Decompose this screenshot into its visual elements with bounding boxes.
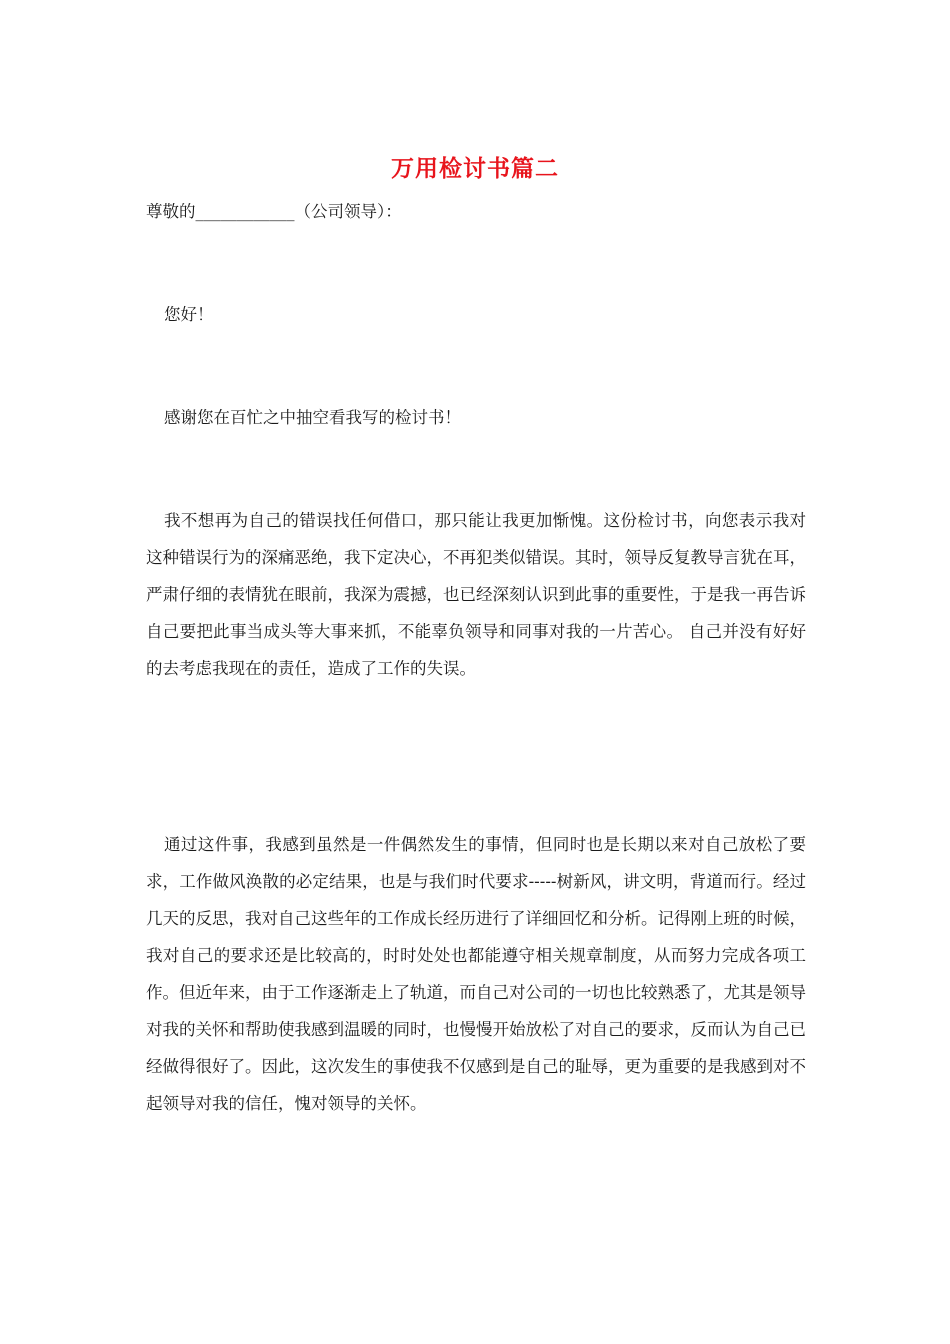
body-paragraph-1: 我不想再为自己的错误找任何借口，那只能让我更加惭愧。这份检讨书，向您表示我对这种错误行为的深痛恶绝，我下定决心，不再犯类似错误。其时，领导反复教导言犹在耳，严肃仔细的表情犹在眼前，我深为震撼，也已经深刻认识到此事的重要性，于是我一再告诉自己要把此事当成头等大事来抓，不能辜负领导和同事对我的一片苦心。 自己并没有好好的去考虑我现在的责任，造成了工作的失误。 (146, 511, 806, 678)
thanks-paragraph: 感谢您在百忙之中抽空看我写的检讨书！ (164, 408, 461, 427)
greeting-paragraph: 您好！ (164, 305, 214, 324)
body-paragraph-2: 通过这件事，我感到虽然是一件偶然发生的事情，但同时也是长期以来对自己放松了要求，工作做风涣散的必定结果，也是与我们时代要求-----树新风，讲文明，背道而行。经过几天的反思，我对自己这些年的工作成长经历进行了详细回忆和分析。记得刚上班的时候，我对自己的要求还是比较高的，时时处处也都能遵守相关规章制度，从而努力完成各项工作。但近年来，由于工作逐渐走上了轨道，而自己对公司的一切也比较熟悉了，尤其是领导对我的关怀和帮助使我感到温暖的同时，也慢慢开始放松了对自己的要求，反而认为自己已经做得很好了。因此，这次发生的事使我不仅感到是自己的耻辱，更为重要的是我感到对不起领导对我的信任，愧对领导的关怀。 (146, 835, 806, 1113)
salutation-line: 尊敬的____________（公司领导）： (146, 202, 402, 221)
document-title: 万用检讨书篇二 (391, 155, 559, 182)
